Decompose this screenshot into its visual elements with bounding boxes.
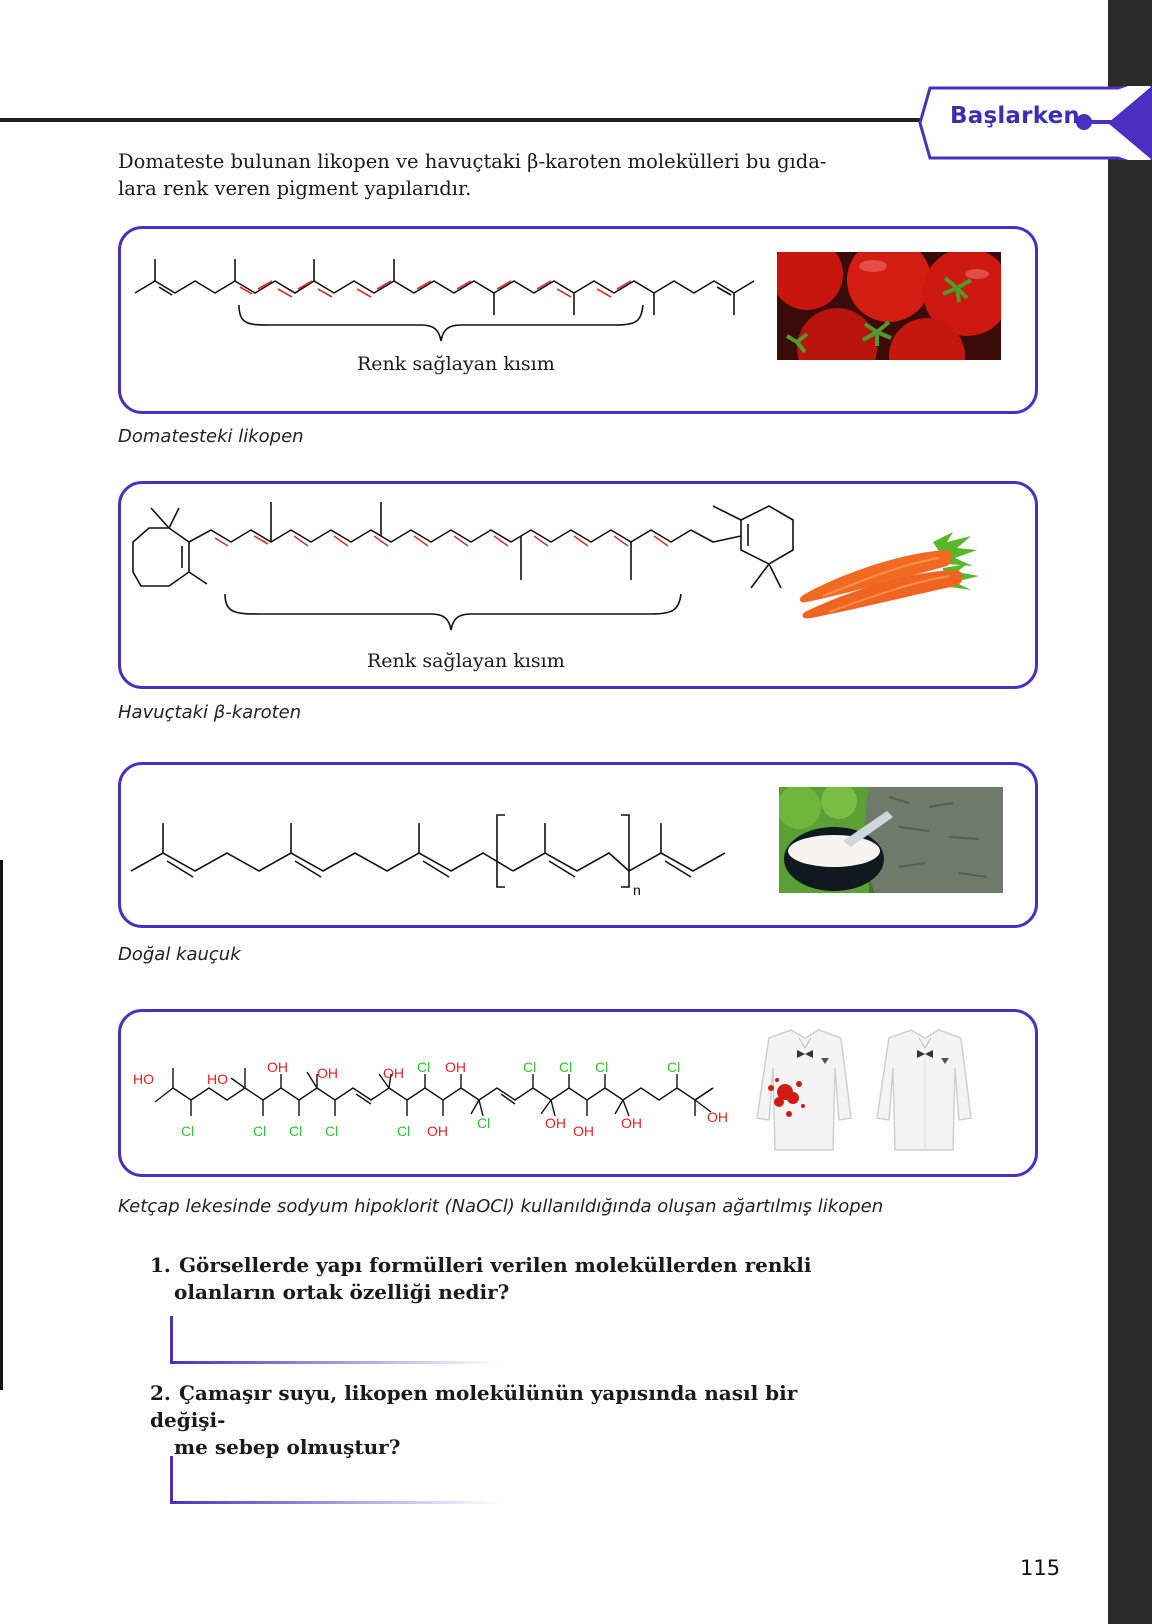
section-tab-label: Başlarken [950, 103, 1080, 129]
cl-label: Cl [289, 1123, 303, 1139]
page-side-band [1108, 0, 1152, 1624]
cl-label: Cl [595, 1059, 609, 1075]
oh-label: OH [383, 1065, 404, 1081]
natural-rubber-caption: Doğal kauçuk [118, 944, 241, 965]
intro-line-1: Domateste bulunan likopen ve havuçtaki β-karoten molekülleri bu gıda- [118, 150, 827, 173]
bleached-lycopene-panel [118, 1009, 1038, 1177]
question-2-number: 2. [150, 1381, 171, 1405]
cl-label: Cl [477, 1115, 491, 1131]
left-edge-mark [0, 860, 3, 1390]
lycopene-panel [118, 226, 1038, 414]
stained-shirt-icon [757, 1030, 851, 1150]
cl-label: Cl [667, 1059, 681, 1075]
page-number: 115 [1020, 1556, 1061, 1580]
natural-rubber-panel [118, 762, 1038, 928]
beta-carotene-caption: Havuçtaki β-karoten [118, 702, 302, 723]
ho-label: HO [133, 1071, 154, 1087]
oh-label: OH [267, 1059, 288, 1075]
cl-label: Cl [559, 1059, 573, 1075]
oh-label: OH [545, 1115, 566, 1131]
cl-label: Cl [417, 1059, 431, 1075]
question-1-answer-area[interactable] [170, 1316, 500, 1364]
question-2 [150, 1380, 850, 1461]
header-rule [0, 118, 925, 122]
cl-label: Cl [325, 1123, 339, 1139]
oh-label: OH [707, 1109, 728, 1125]
lycopene-caption: Domatesteki likopen [118, 426, 304, 447]
bleached-lycopene-caption: Ketçap lekesinde sodyum hipoklorit (NaOCl) kullanıldığında oluşan ağartılmış likopen [118, 1196, 884, 1217]
repeat-unit-subscript: n [633, 882, 641, 898]
beta-carotene-panel [118, 481, 1038, 689]
stained-and-clean-shirts [743, 1028, 989, 1158]
oh-label: OH [317, 1065, 338, 1081]
natural-rubber-structure [121, 765, 881, 931]
ho-label: HO [207, 1071, 228, 1087]
clean-shirt-icon [877, 1030, 971, 1150]
lycopene-brace-label: Renk sağlayan kısım [357, 353, 555, 375]
carrots-photo [793, 518, 983, 624]
question-2-line-2: me sebep olmuştur? [174, 1435, 401, 1459]
tomatoes-photo [777, 252, 1001, 360]
question-2-answer-area[interactable] [170, 1456, 500, 1504]
oh-label: OH [621, 1115, 642, 1131]
cl-label: Cl [523, 1059, 537, 1075]
oh-label: OH [427, 1123, 448, 1139]
intro-paragraph [118, 148, 858, 202]
oh-label: OH [573, 1123, 594, 1139]
intro-line-2: lara renk veren pigment yapılarıdır. [118, 177, 472, 200]
lycopene-structure [121, 229, 881, 417]
question-1-line-2: olanların ortak özelliği nedir? [174, 1280, 510, 1304]
question-1-line-1: Görsellerde yapı formülleri verilen moleküllerden renkli [178, 1253, 812, 1277]
cl-label: Cl [253, 1123, 267, 1139]
oh-label: OH [445, 1059, 466, 1075]
cl-label: Cl [181, 1123, 195, 1139]
question-1 [150, 1252, 850, 1306]
question-1-number: 1. [150, 1253, 171, 1277]
rubber-tree-latex-photo [779, 787, 1003, 893]
beta-carotene-brace-label: Renk sağlayan kısım [367, 650, 565, 672]
question-2-line-1: Çamaşır suyu, likopen molekülünün yapısında nasıl bir değişi- [150, 1381, 798, 1432]
cl-label: Cl [397, 1123, 411, 1139]
